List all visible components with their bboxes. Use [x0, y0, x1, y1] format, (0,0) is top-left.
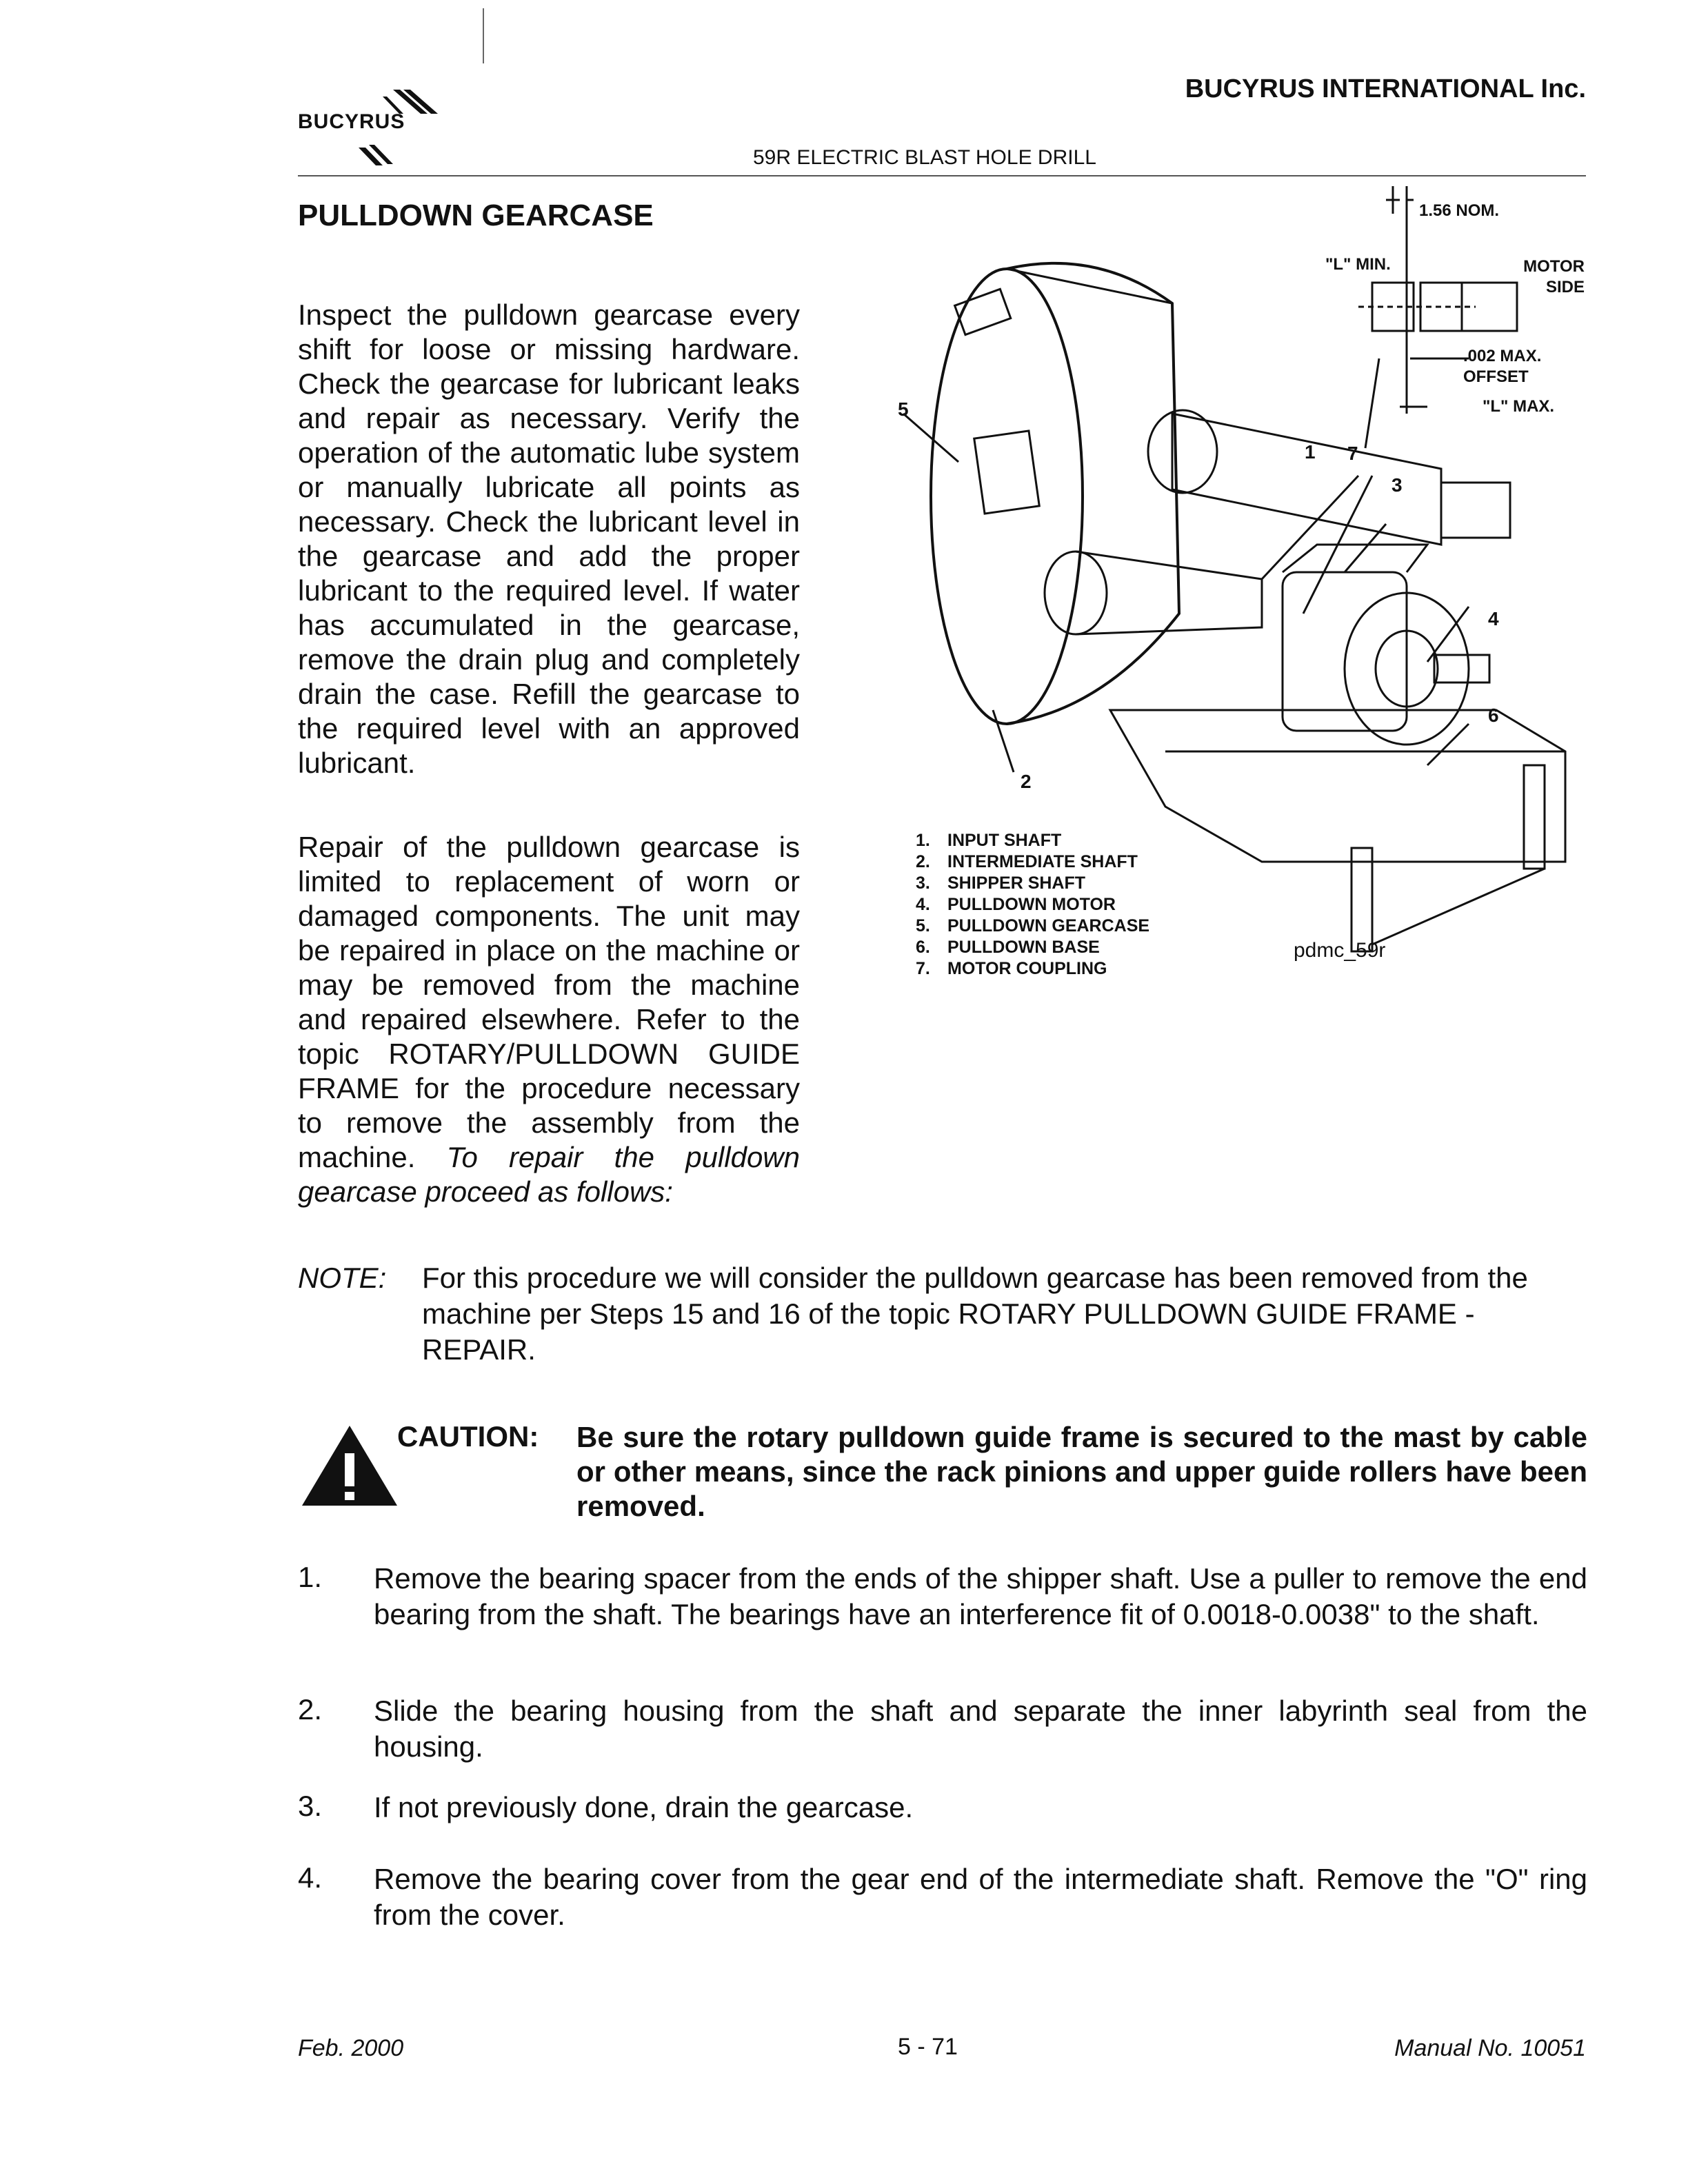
callout-4: 4	[1488, 608, 1499, 629]
dim-motor-side: MOTOR SIDE	[1523, 257, 1585, 296]
document-subtitle: 59R ELECTRIC BLAST HOLE DRILL	[753, 146, 1096, 169]
warning-icon	[298, 1420, 401, 1510]
caution-text: Be sure the rotary pulldown guide frame is secured to the mast by cable or other means, since the rack pinions and upper guide rollers have been removed.	[576, 1421, 1587, 1522]
footer-date: Feb. 2000	[298, 2035, 404, 2061]
callout-6: 6	[1488, 705, 1499, 726]
callout-5: 5	[898, 398, 909, 420]
paragraph-inspection-text: Inspect the pulldown gearcase every shift for loose or missing hardware. Check the gearcase for lubricant leaks and repair as necessary. Verify the operation of the automatic lube system or manually lubricate all points as necessary. Check the lubricant level in the gearcase and add the proper lubricant to the required level. If water has accumulated in the gearcase, remove the drain plug and completely drain the case. Refill the gearcase to the required level with an approved lubricant.	[298, 299, 800, 779]
dim-lmax: "L" MAX.	[1483, 397, 1555, 416]
note-label: NOTE:	[298, 1262, 387, 1294]
section-title: PULLDOWN GEARCASE	[298, 199, 654, 232]
paragraph-inspection	[298, 298, 800, 780]
dim-lmin: "L" MIN.	[1325, 255, 1391, 274]
legend-row: 2. INTERMEDIATE SHAFT	[916, 852, 1138, 871]
vertical-mark	[483, 8, 484, 63]
legend-row: 4. PULLDOWN MOTOR	[916, 895, 1116, 914]
header-rule	[298, 175, 1586, 176]
caution-label: CAUTION:	[397, 1420, 539, 1453]
callout-7: 7	[1347, 443, 1358, 464]
logo-text: BUCYRUS	[298, 110, 405, 133]
callout-3: 3	[1391, 474, 1403, 496]
legend-row: 1. INPUT SHAFT	[916, 831, 1062, 850]
dim-offset: .002 MAX. OFFSET	[1463, 347, 1542, 386]
paragraph-repair-text	[298, 830, 800, 1209]
company-name: BUCYRUS INTERNATIONAL Inc.	[1185, 74, 1586, 103]
step-text: Slide the bearing housing from the shaft and separate the inner labyrinth seal from the housing.	[374, 1695, 1587, 1763]
footer-manual-number: Manual No. 10051	[1394, 2035, 1586, 2061]
legend-row: 3. SHIPPER SHAFT	[916, 873, 1086, 893]
callout-2: 2	[1021, 771, 1032, 792]
paragraph-repair	[298, 830, 800, 1209]
step-text: Remove the bearing cover from the gear end of the intermediate shaft. Remove the "O" ring from the cover.	[374, 1863, 1587, 1931]
bucyrus-logo	[297, 76, 448, 165]
callout-1: 1	[1305, 441, 1316, 463]
paragraph-repair-main: Repair of the pulldown gearcase is limited to replacement of worn or damaged components. The unit may be repaired in place on the machine or may be removed from the machine and repaired elsewhere. Refer to the topic ROTARY/PULLDOWN GUIDE FRAME for the procedure necessary to remove the assembly from the machine.	[298, 831, 800, 1173]
step-text: Remove the bearing spacer from the ends of the shipper shaft. Use a puller to remove the end bearing from the shaft. The bearings have an interference fit of 0.0018-0.0038" to the shaft.	[374, 1562, 1587, 1630]
note-text: For this procedure we will consider the pulldown gearcase has been removed from the machine per Steps 15 and 16 of the topic ROTARY PULLDOWN GUIDE FRAME - REPAIR.	[422, 1262, 1528, 1366]
legend-row: 5. PULLDOWN GEARCASE	[916, 916, 1150, 936]
step-text: If not previously done, drain the gearcase.	[374, 1791, 914, 1823]
figure-id: pdmc_59r	[1294, 939, 1386, 962]
warning-triangle	[298, 1420, 401, 1510]
footer-page-number: 5 - 71	[898, 2034, 958, 2060]
figure-legend	[916, 830, 1149, 980]
legend-row: 7. MOTOR COUPLING	[916, 959, 1107, 978]
step-number: 3.	[298, 1790, 323, 1822]
dim-nom: 1.56 NOM.	[1419, 201, 1500, 220]
gearcase-figure	[876, 186, 1600, 1000]
paragraph-repair-italic: To repair the pulldown gearcase proceed as follows:	[298, 1141, 800, 1208]
legend-row: 6. PULLDOWN BASE	[916, 938, 1100, 957]
step-number: 4.	[298, 1861, 323, 1894]
step-number: 1.	[298, 1561, 323, 1593]
step-number: 2.	[298, 1693, 323, 1726]
